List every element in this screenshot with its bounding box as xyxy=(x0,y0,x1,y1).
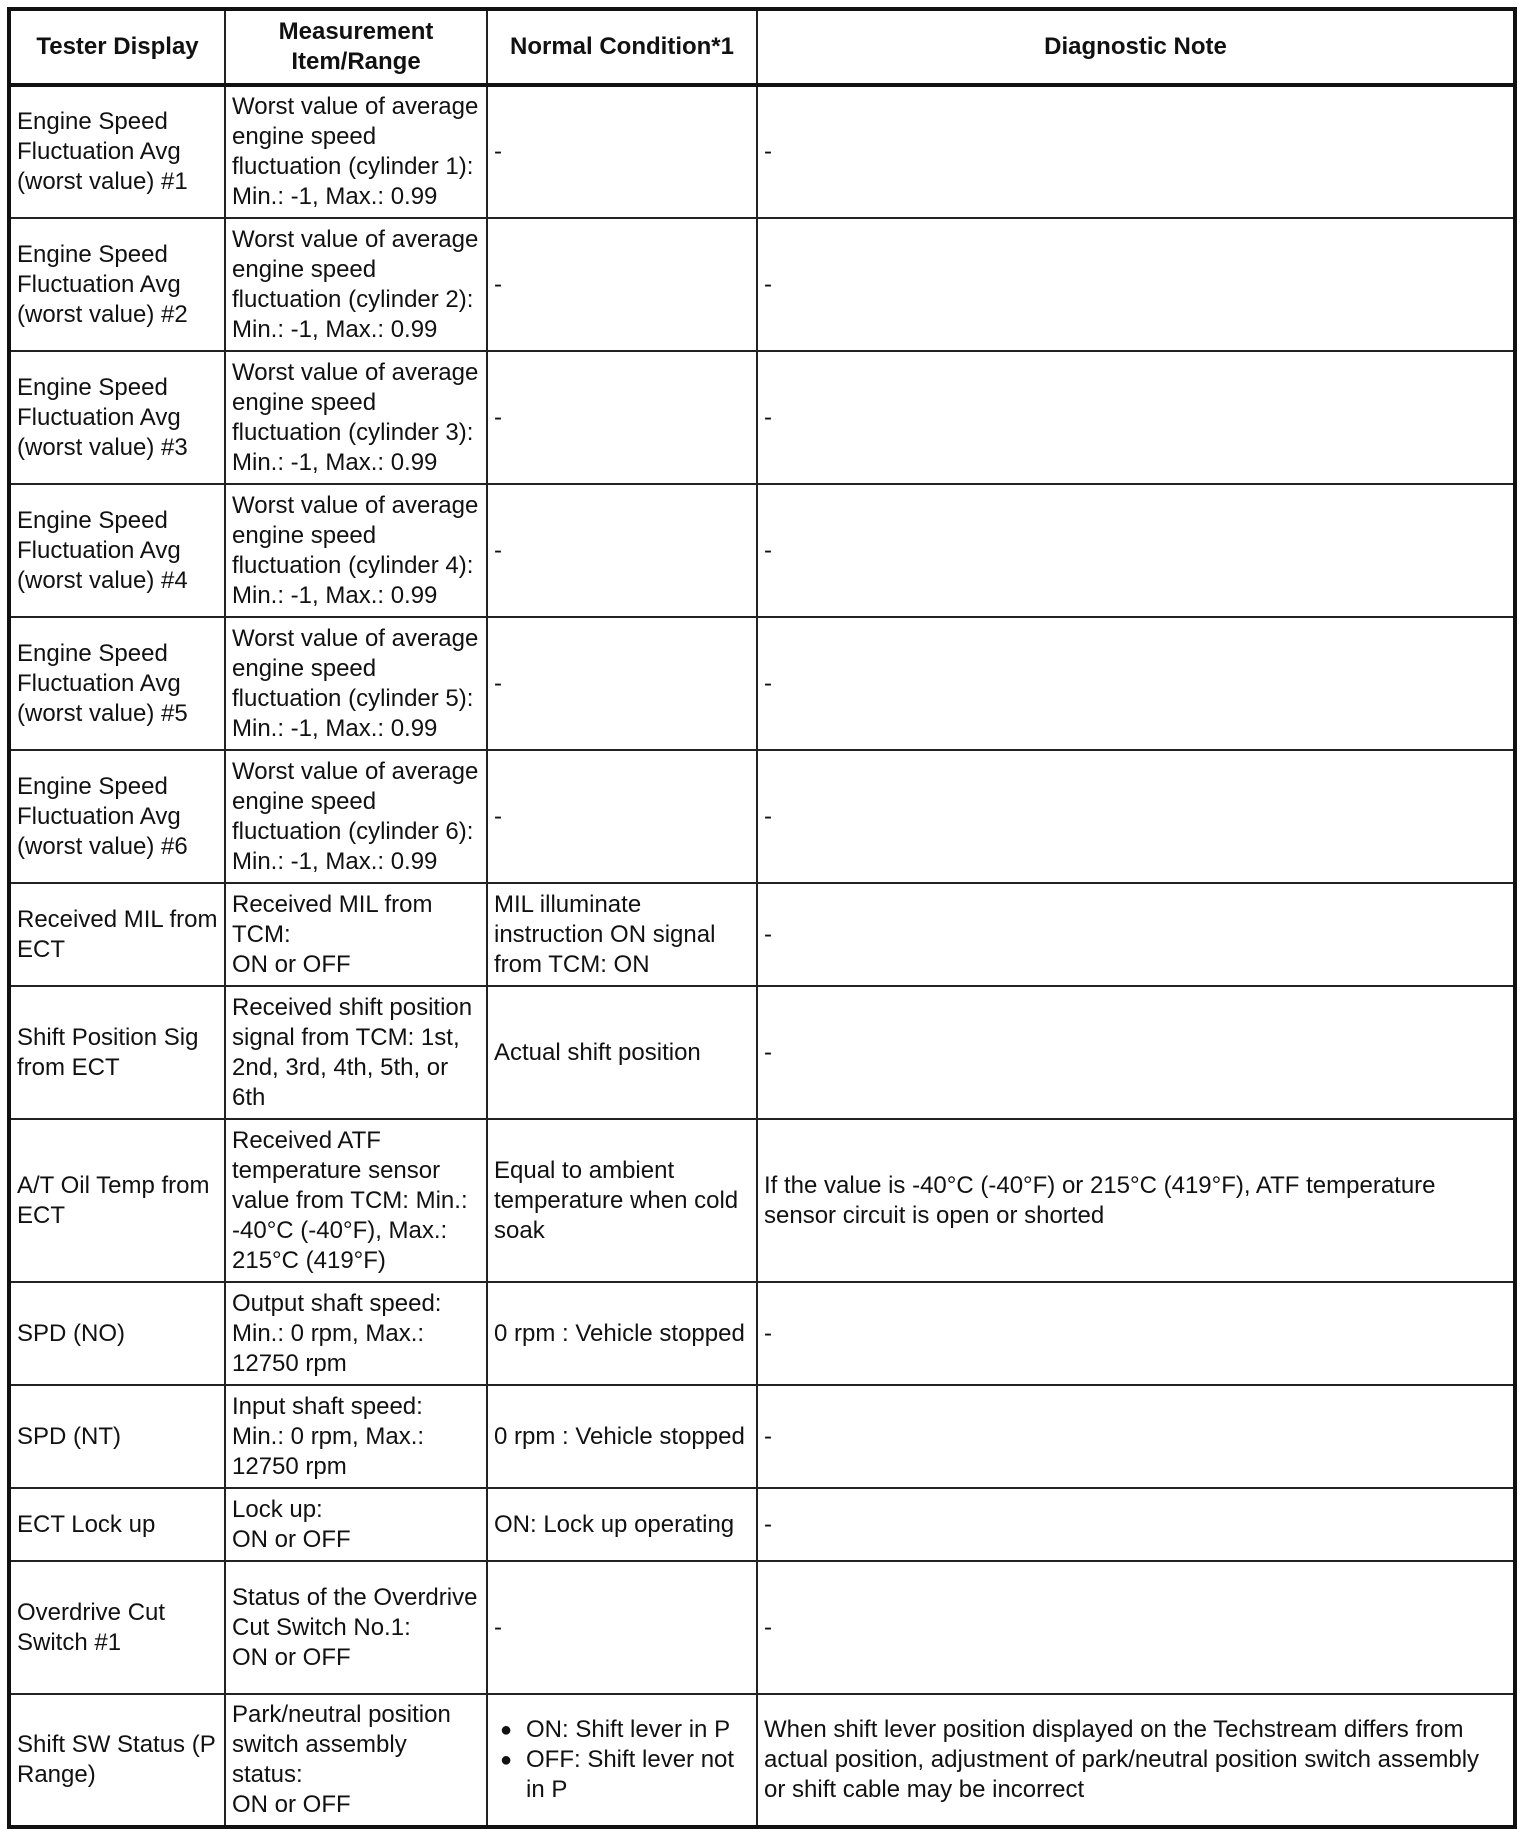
table-row xyxy=(9,750,1515,883)
table-row xyxy=(9,617,1515,750)
tester-display-cell: Engine Speed Fluctuation Avg (worst value) #2 xyxy=(9,218,225,351)
tester-display-cell: A/T Oil Temp from ECT xyxy=(9,1119,225,1282)
table-row xyxy=(9,1561,1515,1694)
table-header-row xyxy=(9,9,1515,85)
diagnostic-note-cell: If the value is -40°C (-40°F) or 215°C (419°F), ATF temperature sensor circuit is open or shorted xyxy=(757,1119,1515,1282)
normal-condition-cell: Equal to ambient temperature when cold soak xyxy=(487,1119,757,1282)
diagnostic-note-cell: When shift lever position displayed on the Techstream differs from actual position, adjustment of park/neutral position switch assembly or shift cable may be incorrect xyxy=(757,1694,1515,1827)
table-row xyxy=(9,351,1515,484)
normal-condition-cell: MIL illuminate instruction ON signal from TCM: ON xyxy=(487,883,757,986)
measurement-cell: Park/neutral position switch assembly status: ON or OFF xyxy=(225,1694,487,1827)
diagnostic-note-cell: - xyxy=(757,883,1515,986)
tester-display-cell: Shift Position Sig from ECT xyxy=(9,986,225,1119)
diagnostic-note-cell: - xyxy=(757,750,1515,883)
measurement-cell: Lock up: ON or OFF xyxy=(225,1488,487,1561)
table-row xyxy=(9,1119,1515,1282)
table-row xyxy=(9,218,1515,351)
normal-condition-cell: - xyxy=(487,750,757,883)
table-row xyxy=(9,85,1515,218)
tester-display-cell: Received MIL from ECT xyxy=(9,883,225,986)
diagnostic-note-cell: - xyxy=(757,617,1515,750)
diagnostic-note-cell: - xyxy=(757,1488,1515,1561)
normal-condition-cell: - xyxy=(487,484,757,617)
header-tester-display: Tester Display xyxy=(9,9,225,85)
diagnostic-note-cell: - xyxy=(757,1282,1515,1385)
measurement-cell: Worst value of average engine speed fluctuation (cylinder 3): Min.: -1, Max.: 0.99 xyxy=(225,351,487,484)
header-measurement: Measurement Item/Range xyxy=(225,9,487,85)
tester-display-cell: Engine Speed Fluctuation Avg (worst value) #6 xyxy=(9,750,225,883)
tester-display-cell: Overdrive Cut Switch #1 xyxy=(9,1561,225,1694)
table-row xyxy=(9,883,1515,986)
tester-display-cell: ECT Lock up xyxy=(9,1488,225,1561)
measurement-cell: Worst value of average engine speed fluctuation (cylinder 2): Min.: -1, Max.: 0.99 xyxy=(225,218,487,351)
diagnostic-note-cell: - xyxy=(757,986,1515,1119)
normal-condition-cell xyxy=(487,1694,757,1827)
tester-display-cell: SPD (NO) xyxy=(9,1282,225,1385)
tester-display-cell: Engine Speed Fluctuation Avg (worst value) #1 xyxy=(9,85,225,218)
measurement-cell: Worst value of average engine speed fluctuation (cylinder 1): Min.: -1, Max.: 0.99 xyxy=(225,85,487,218)
diagnostic-note-cell: - xyxy=(757,1385,1515,1488)
diagnostic-note-cell: - xyxy=(757,351,1515,484)
tester-display-cell: Shift SW Status (P Range) xyxy=(9,1694,225,1827)
measurement-cell: Worst value of average engine speed fluctuation (cylinder 6): Min.: -1, Max.: 0.99 xyxy=(225,750,487,883)
normal-condition-cell: - xyxy=(487,351,757,484)
normal-condition-cell: ON: Lock up operating xyxy=(487,1488,757,1561)
table-row xyxy=(9,1488,1515,1561)
measurement-cell: Received shift position signal from TCM: 1st, 2nd, 3rd, 4th, 5th, or 6th xyxy=(225,986,487,1119)
measurement-cell: Output shaft speed: Min.: 0 rpm, Max.: 12750 rpm xyxy=(225,1282,487,1385)
table-row xyxy=(9,986,1515,1119)
tester-display-cell: Engine Speed Fluctuation Avg (worst value) #5 xyxy=(9,617,225,750)
tester-display-cell: Engine Speed Fluctuation Avg (worst value) #4 xyxy=(9,484,225,617)
measurement-cell: Worst value of average engine speed fluctuation (cylinder 5): Min.: -1, Max.: 0.99 xyxy=(225,617,487,750)
measurement-cell: Worst value of average engine speed fluctuation (cylinder 4): Min.: -1, Max.: 0.99 xyxy=(225,484,487,617)
diagnostic-data-table xyxy=(7,7,1517,1829)
measurement-cell: Input shaft speed: Min.: 0 rpm, Max.: 12750 rpm xyxy=(225,1385,487,1488)
normal-condition-cell: - xyxy=(487,1561,757,1694)
table-row xyxy=(9,1694,1515,1827)
normal-condition-cell: 0 rpm : Vehicle stopped xyxy=(487,1282,757,1385)
normal-condition-cell: Actual shift position xyxy=(487,986,757,1119)
bullet-item: ● ON: Shift lever in P xyxy=(494,1715,750,1745)
tester-display-cell: Engine Speed Fluctuation Avg (worst value) #3 xyxy=(9,351,225,484)
header-diagnostic-note: Diagnostic Note xyxy=(757,9,1515,85)
table-row xyxy=(9,484,1515,617)
bullet-item: ● OFF: Shift lever not in P xyxy=(494,1745,750,1805)
measurement-cell: Received ATF temperature sensor value from TCM: Min.: -40°C (-40°F), Max.: 215°C (419°F) xyxy=(225,1119,487,1282)
normal-condition-cell: - xyxy=(487,85,757,218)
header-normal-condition: Normal Condition*1 xyxy=(487,9,757,85)
measurement-cell: Received MIL from TCM: ON or OFF xyxy=(225,883,487,986)
diagnostic-note-cell: - xyxy=(757,1561,1515,1694)
normal-condition-bullet-list xyxy=(494,1715,750,1805)
table-row xyxy=(9,1385,1515,1488)
diagnostic-note-cell: - xyxy=(757,85,1515,218)
diagnostic-note-cell: - xyxy=(757,218,1515,351)
measurement-cell: Status of the Overdrive Cut Switch No.1: ON or OFF xyxy=(225,1561,487,1694)
table-row xyxy=(9,1282,1515,1385)
normal-condition-cell: 0 rpm : Vehicle stopped xyxy=(487,1385,757,1488)
diagnostic-note-cell: - xyxy=(757,484,1515,617)
normal-condition-cell: - xyxy=(487,617,757,750)
normal-condition-cell: - xyxy=(487,218,757,351)
tester-display-cell: SPD (NT) xyxy=(9,1385,225,1488)
